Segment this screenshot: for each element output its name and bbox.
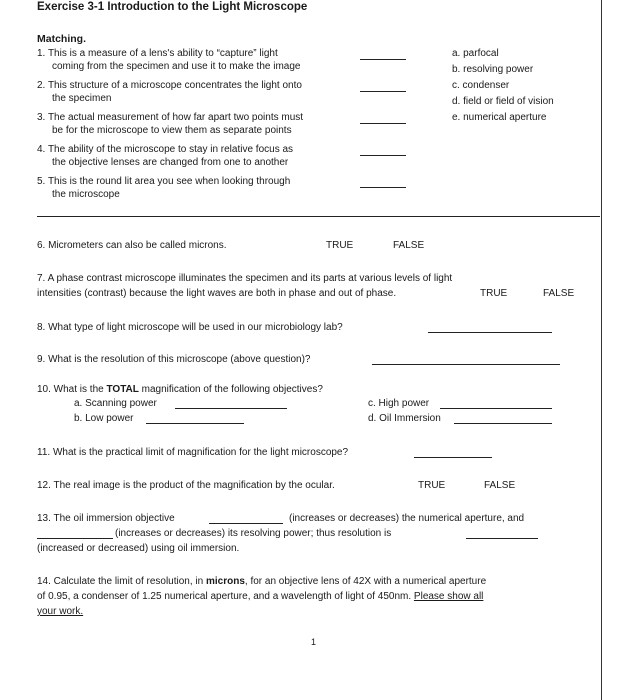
q7-false-option[interactable]: FALSE [543, 288, 575, 299]
q10-scanning-blank[interactable] [175, 408, 287, 409]
matching-heading: Matching. [37, 33, 86, 45]
matching-option: b. resolving power [452, 64, 534, 75]
q14-line2-a: of 0.95, a condenser of 1.25 numerical aperture, and a wavelength of light of 450nm. [37, 591, 414, 602]
matching-item-1-line1: 1. This is a measure of a lens's ability to “capture” light [37, 48, 278, 59]
q11-text: 11. What is the practical limit of magnification for the light microscope? [37, 447, 349, 458]
q14-line2 [37, 591, 483, 603]
q7-line1: 7. A phase contrast microscope illuminates the specimen and its parts at various levels of light [37, 273, 453, 284]
matching-blank-5[interactable] [360, 187, 406, 188]
q14-line3: your work. [37, 606, 84, 617]
q10-text [37, 384, 323, 396]
q13-blank-3[interactable] [466, 538, 538, 539]
q10-text-bold: TOTAL [106, 384, 139, 395]
q9-text: 9. What is the resolution of this microscope (above question)? [37, 354, 311, 365]
matching-option: d. field or field of vision [452, 96, 554, 107]
matching-item-2-line2: the specimen [52, 93, 112, 104]
q12-false-option[interactable]: FALSE [484, 480, 516, 491]
q7-line2: intensities (contrast) because the light waves are both in phase and out of phase. [37, 288, 397, 299]
matching-item-5-line1: 5. This is the round lit area you see when looking through [37, 176, 291, 187]
q10-text-post: magnification of the following objectives? [138, 384, 323, 395]
q6-false-option[interactable]: FALSE [393, 240, 425, 251]
q14-line1 [37, 576, 486, 588]
q6-true-option[interactable]: TRUE [326, 240, 354, 251]
q10-low-label: b. Low power [74, 413, 134, 424]
q9-answer-blank[interactable] [372, 364, 560, 365]
q14-line2-underlined: Please show all [413, 591, 484, 602]
q12-true-option[interactable]: TRUE [418, 480, 446, 491]
q10-high-blank[interactable] [440, 408, 552, 409]
q13-blank-2[interactable] [37, 538, 113, 539]
q8-answer-blank[interactable] [428, 332, 552, 333]
matching-option: a. parfocal [452, 48, 499, 59]
q14-line1-c: , for an objective lens of 42X with a numerical aperture [244, 576, 487, 587]
matching-blank-1[interactable] [360, 59, 406, 60]
matching-item-3-line1: 3. The actual measurement of how far apart two points must [37, 112, 304, 123]
q10-low-blank[interactable] [146, 423, 244, 424]
matching-item-2-line1: 2. This structure of a microscope concentrates the light onto [37, 80, 302, 91]
q7-true-option[interactable]: TRUE [480, 288, 508, 299]
q13-line2-a: (increases or decreases) its resolving power; thus resolution is [115, 528, 392, 539]
q10-high-label: c. High power [368, 398, 430, 409]
matching-blank-2[interactable] [360, 91, 406, 92]
matching-item-5-line2: the microscope [52, 189, 120, 200]
q13-line1-a: 13. The oil immersion objective [37, 513, 175, 524]
q12-text: 12. The real image is the product of the magnification by the ocular. [37, 480, 335, 491]
matching-item-4-line1: 4. The ability of the microscope to stay in relative focus as [37, 144, 294, 155]
matching-item-4-line2: the objective lenses are changed from one to another [52, 157, 289, 168]
matching-item-1-line2: coming from the specimen and use it to make the image [52, 61, 301, 72]
q6-text: 6. Micrometers can also be called microns. [37, 240, 227, 251]
q14-line1-bold: microns [205, 576, 245, 587]
q10-oil-label: d. Oil Immersion [368, 413, 441, 424]
matching-blank-4[interactable] [360, 155, 406, 156]
page-number: 1 [311, 637, 317, 647]
matching-blank-3[interactable] [360, 123, 406, 124]
matching-option: e. numerical aperture [452, 112, 547, 123]
q13-blank-1[interactable] [209, 523, 283, 524]
matching-item-3-line2: be for the microscope to view them as separate points [52, 125, 292, 136]
q8-text: 8. What type of light microscope will be used in our microbiology lab? [37, 322, 343, 333]
q14-line1-a: 14. Calculate the limit of resolution, in [37, 576, 206, 587]
q10-scanning-label: a. Scanning power [74, 398, 157, 409]
q11-answer-blank[interactable] [414, 457, 492, 458]
q13-line1-b: (increases or decreases) the numerical aperture, and [289, 513, 525, 524]
q10-text-pre: 10. What is the [37, 384, 107, 395]
q13-line3: (increased or decreased) using oil immersion. [37, 543, 240, 554]
page-edge-line [601, 0, 602, 700]
page-title: Exercise 3-1 Introduction to the Light Microscope [37, 1, 308, 13]
section-divider [37, 216, 600, 217]
q10-oil-blank[interactable] [454, 423, 552, 424]
matching-option: c. condenser [452, 80, 510, 91]
